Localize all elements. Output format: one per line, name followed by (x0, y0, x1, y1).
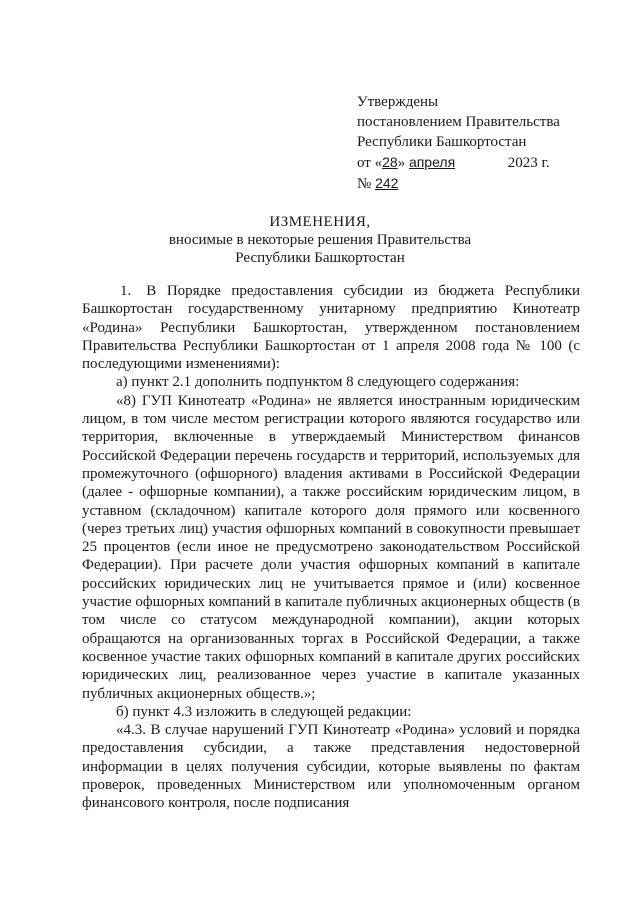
date-year: 2023 г. (503, 155, 550, 171)
paragraph-subitem-8: «8) ГУП Кинотеатр «Родина» не является иностранным юридическим лицом, в том числе местом регистрации которого являются государство или территория, включенные в утверждаемый Министерством финансов Российской Федерации перечень государств и территорий, используемых для промежуточного (офшорного) владения активами в Российской Федерации (далее - офшорные компании), а также российским юридическим лицом, в уставном (складочном) капитале которого доля прямого или косвенного (через третьих лиц) участия офшорных компаний в совокупности превышает 25 процентов (если иное не предусмотрено законодательством Российской Федерации). При расчете доли участия офшорных компаний в капитале российских юридических лиц не учитывается прямое и (или) косвенное участие офшорных компаний в капитале публичных акционерных обществ (в том числе со статусом международной компании), акции которых обращаются на организованных торгах в Российской Федерации, а также косвенное участие таких офшорных компаний в капитале других российских юридических лиц, реализованное через участие в капитале указанных публичных акционерных обществ.»; (82, 392, 580, 702)
approval-line-resolution: постановлением Правительства (357, 114, 560, 130)
paragraph-4-3: «4.3. В случае нарушений ГУП Кинотеатр «Родина» условий и порядка предоставления субсидии, а также представления недостоверной информации в целях получения субсидии, которые выявлены по фактам проверок, проведенных Министерством или уполномоченным органом финансового контроля, после подписания (82, 722, 580, 812)
number-value: 242 (375, 175, 399, 191)
title-subtitle-2: Республики Башкортостан (235, 250, 405, 266)
document-title (60, 213, 580, 267)
approval-line-republic: Республики Башкортостан (357, 134, 527, 150)
date-month: апреля (408, 154, 456, 170)
title-subtitle: вносимые в некоторые решения Правительства (168, 232, 472, 248)
approval-number (357, 173, 607, 194)
title-heading: ИЗМЕНЕНИЯ, (269, 214, 371, 230)
approval-line-approved: Утверждены (357, 94, 439, 110)
paragraph-a: а) пункт 2.1 дополнить подпунктом 8 следующего содержания: (116, 374, 520, 391)
date-mid: » (397, 155, 409, 171)
approval-stamp (357, 92, 607, 194)
paragraph-1: 1. В Порядке предоставления субсидии из бюджета Республики Башкортостан государственному унитарному предприятию Кинотеатр «Родина» Республики Башкортостан, утвержденном постановлением Правительства Республики Башкортостан от 1 апреля 2008 года № 100 (с последующими изменениями): (82, 283, 580, 373)
document-body (82, 282, 580, 813)
number-prefix: № (357, 176, 376, 192)
date-prefix: от « (357, 155, 383, 171)
approval-date (357, 152, 607, 173)
paragraph-b: б) пункт 4.3 изложить в следующей редакции: (116, 703, 412, 720)
date-day: 28 (382, 154, 398, 170)
